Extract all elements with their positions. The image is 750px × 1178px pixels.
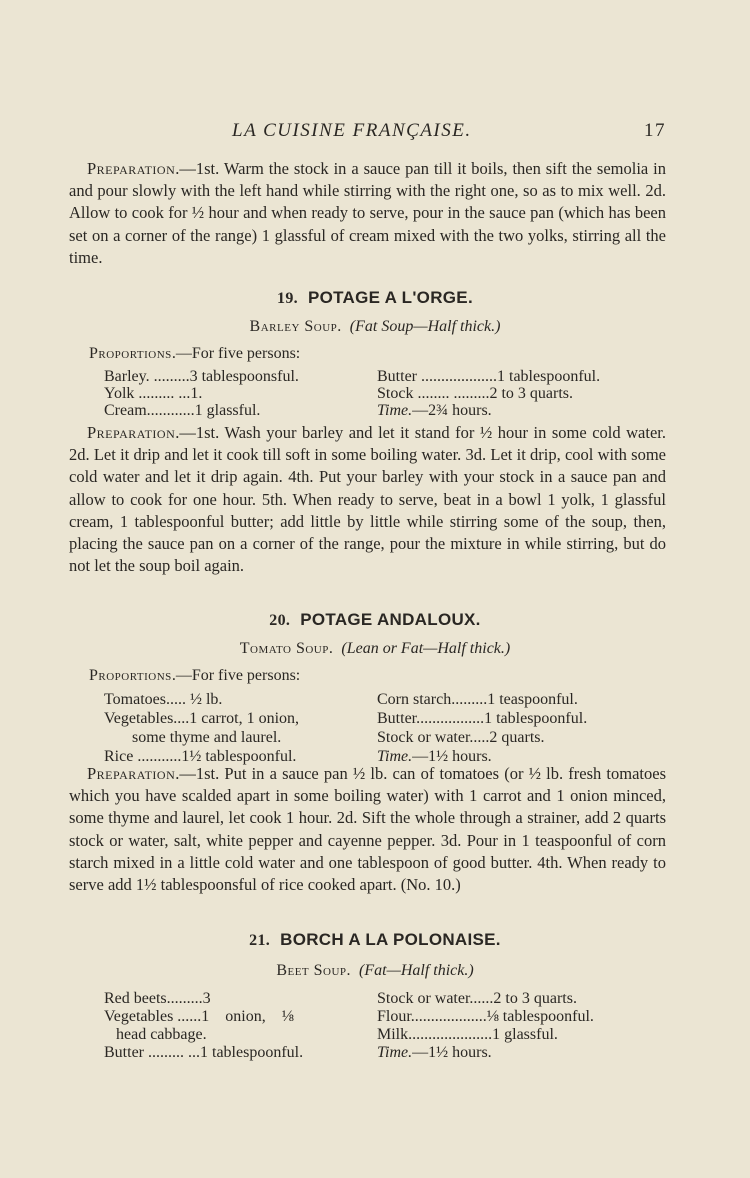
recipe-19-preparation	[69, 422, 666, 577]
time-label: Time.	[377, 748, 413, 765]
recipe-number: 20.	[269, 612, 291, 629]
recipe-19-ingredients-left	[104, 368, 299, 419]
recipe-type: (Lean or Fat—Half thick.)	[341, 640, 511, 657]
ingredient-line: Yolk ......... ...1.	[104, 385, 203, 402]
recipe-21-title	[0, 930, 750, 950]
recipe-title: POTAGE ANDALOUX.	[300, 610, 481, 629]
time-value: —2¾ hours.	[412, 402, 492, 419]
recipe-19-ingredients-right	[377, 368, 600, 419]
preparation-text: .—1st. Put in a sauce pan ½ lb. can of tomatoes (or ½ lb. fresh tomatoes which you have scalded apart in some boiling water) with 1 carrot and 1 onion minced, some thyme and laurel, let cook 1 hour. 2d. Sift the whole through a strainer, add 2 quarts stock or water, salt, white pepper and cayenne pepper. 3d. Pour in 1 teaspoonful of corn starch mixed in a little cold water and one tablespoon of good butter. 4th. When ready to serve add 1½ tablespoonsful of rice cooked apart. (No. 10.)	[69, 764, 666, 895]
intro-text: .—1st. Warm the stock in a sauce pan till it boils, then sift the semolia in and pour slowly with the left hand while stirring with the right one, so as to mix well. 2d. Allow to cook for ½ hour and when ready to serve, pour in the sauce pan (which has been set on a corner of the range) 1 glassful of cream mixed with the two yolks, stirring all the time.	[69, 159, 666, 267]
ingredient-line: Vegetables....1 carrot, 1 onion,	[104, 710, 300, 727]
time-label: Time.	[377, 402, 413, 419]
recipe-english-name: Beet Soup.	[276, 962, 352, 979]
recipe-type: (Fat Soup—Half thick.)	[349, 318, 501, 335]
recipe-21-subtitle	[0, 962, 750, 980]
running-header	[232, 120, 672, 142]
preparation-label: Preparation	[87, 159, 176, 178]
proportions-label: Proportions	[89, 345, 172, 362]
ingredient-line: Tomatoes..... ½ lb.	[104, 691, 223, 708]
recipe-english-name: Tomato Soup.	[239, 640, 334, 657]
recipe-20-ingredients-right	[377, 690, 587, 766]
recipe-20-preparation	[69, 763, 666, 896]
recipe-number: 21.	[249, 932, 271, 949]
proportions-text: .—For five persons:	[171, 345, 301, 362]
preparation-label: Preparation	[87, 423, 176, 442]
ingredient-line: Butter.................1 tablespoonful.	[377, 710, 588, 727]
time-value: —1½ hours.	[412, 1044, 492, 1061]
page-number: 17	[644, 120, 666, 141]
ingredient-line: Rice ...........1½ tablespoonful.	[104, 748, 297, 765]
recipe-19-subtitle	[0, 318, 750, 336]
time-line	[377, 1044, 594, 1062]
intro-paragraph	[69, 158, 666, 269]
recipe-title: BORCH A LA POLONAISE.	[280, 930, 501, 949]
recipe-title: POTAGE A L'ORGE.	[307, 288, 473, 307]
ingredient-line: Butter ...................1 tablespoonful.	[377, 368, 601, 385]
ingredient-line: Flour...................⅛ tablespoonful.	[377, 1008, 594, 1025]
proportions-label: Proportions	[89, 667, 172, 684]
recipe-20-title	[0, 610, 750, 630]
ingredient-line: Stock ........ .........2 to 3 quarts.	[377, 385, 573, 402]
ingredient-line: Butter ......... ...1 tablespoonful.	[104, 1044, 304, 1061]
ingredient-line: some thyme and laurel.	[104, 729, 282, 746]
preparation-text: .—1st. Wash your barley and let it stand for ½ hour in some cold water. 2d. Let it drip and let it cook till soft in some boiling water. 3d. Let it drip, cool with some cold water and let it drip again. 4th. Put your barley with your stock in a sauce pan and allow to cook for one hour. 5th. When ready to serve, beat in a bowl 1 yolk, 1 glassful cream, 1 tablespoonful butter; add little by little while stirring some of the soup, then, placing the sauce pan on a corner of the range, pour the mixture in while stirring, but do not let the soup boil again.	[69, 423, 666, 576]
ingredient-line: Corn starch.........1 teaspoonful.	[377, 691, 578, 708]
recipe-20-proportions	[89, 667, 300, 685]
proportions-text: .—For five persons:	[171, 667, 301, 684]
ingredient-line: Stock or water.....2 quarts.	[377, 729, 545, 746]
time-value: —1½ hours.	[412, 748, 492, 765]
ingredient-line: Milk.....................1 glassful.	[377, 1026, 558, 1043]
recipe-21-ingredients-right	[377, 990, 594, 1062]
recipe-20-subtitle	[0, 640, 750, 658]
time-label: Time.	[377, 1044, 413, 1061]
recipe-number: 19.	[277, 290, 298, 307]
time-line	[377, 402, 600, 419]
running-title: LA CUISINE FRANÇAISE.	[232, 120, 472, 141]
ingredient-line: head cabbage.	[104, 1026, 207, 1043]
ingredient-line: Barley. .........3 tablespoonsful.	[104, 368, 299, 385]
ingredient-line: Vegetables ......1 onion, ⅛	[104, 1008, 294, 1025]
recipe-21-ingredients-left	[104, 990, 303, 1062]
recipe-20-ingredients-left	[104, 690, 299, 766]
ingredient-line: Cream............1 glassful.	[104, 402, 261, 419]
recipe-type: (Fat—Half thick.)	[359, 962, 474, 979]
recipe-19-proportions	[89, 345, 300, 363]
ingredient-line: Red beets.........3	[104, 990, 211, 1007]
recipe-19-title	[0, 288, 750, 308]
preparation-label: Preparation	[87, 764, 176, 783]
recipe-english-name: Barley Soup.	[249, 318, 342, 335]
ingredient-line: Stock or water......2 to 3 quarts.	[377, 990, 577, 1007]
